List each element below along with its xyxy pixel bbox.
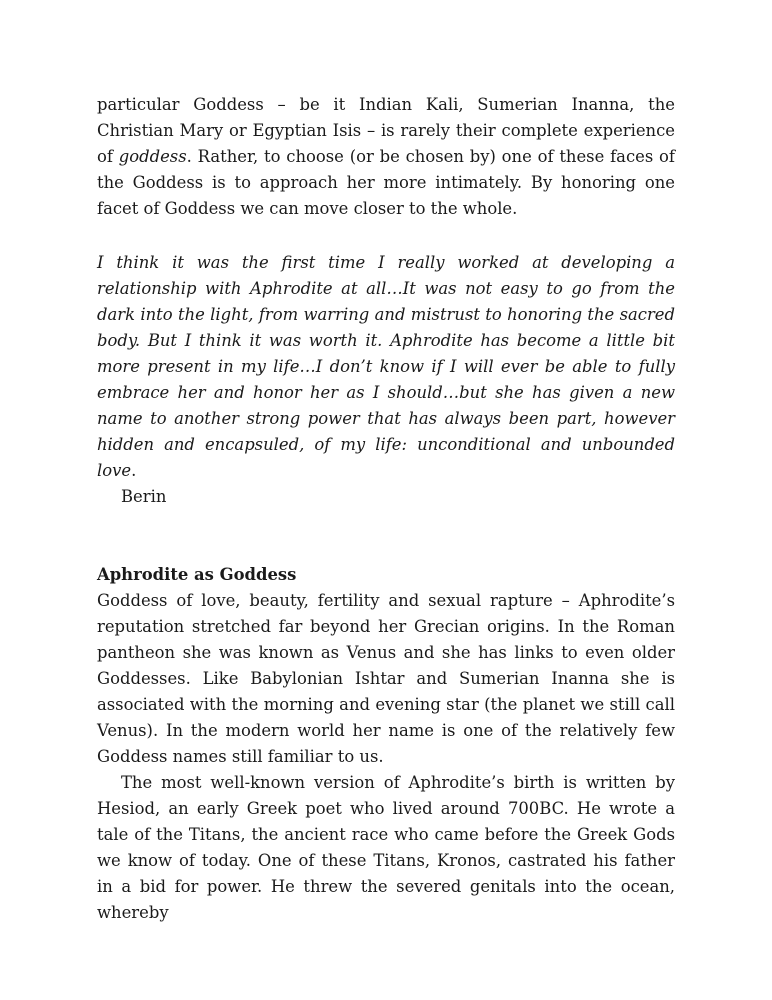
intro-emphasis-goddess: goddess — [118, 147, 187, 166]
quote-attribution: Berin — [121, 487, 167, 506]
quote-end-punctuation: . — [131, 461, 137, 480]
section-paragraph-1: Goddess of love, beauty, fertility and sexual rapture – Aphrodite’s reputation stretched far beyond her Grecian origins. In the Roman pantheon she was known as Venus and she has links to even older Goddesses. Like Babylonian Ishtar and Sumerian Inanna she is associated with the morning and evening star (the planet we still call Venus). In the modern world her name is one of the relatively few Goddess names still familiar to us. — [97, 591, 675, 766]
intro-text-end: . Rather, to choose (or be chosen by) one of these faces of the Goddess is to approach her more intimately. By honoring one facet of Goddess we can move closer to the whole. — [97, 147, 675, 218]
book-page — [97, 92, 675, 926]
section-heading: Aphrodite as Goddess — [97, 565, 297, 584]
intro-paragraph — [97, 92, 675, 222]
block-quote — [97, 250, 675, 484]
section-paragraph-2: The most well-known version of Aphrodite’s birth is written by Hesiod, an early Greek poet who lived around 700BC. He wrote a tale of the Titans, the ancient race who came before the Greek Gods we know of today. One of these Titans, Kronos, castrated his father in a bid for power. He threw the severed genitals into the ocean, whereby — [97, 773, 675, 922]
quote-text: I think it was the first time I really worked at developing a relationship with Aphrodite at all…It was not easy to go from the dark into the light, from warring and mistrust to honoring the sacred body. But I think it was worth it. Aphrodite has become a little bit more present in my life…I don’t know if I will ever be able to fully embrace her and honor her as I should…but she has given a new name to another strong power that has always been part, however hidden and encapsuled, of my life: unconditional and unbounded love — [97, 253, 675, 480]
intro-text-start: particular Goddess – be it Indian Kali, Sumerian Inanna, the Christian Mary or Egyptian Isis – is rarely their complete experience of — [97, 95, 675, 166]
